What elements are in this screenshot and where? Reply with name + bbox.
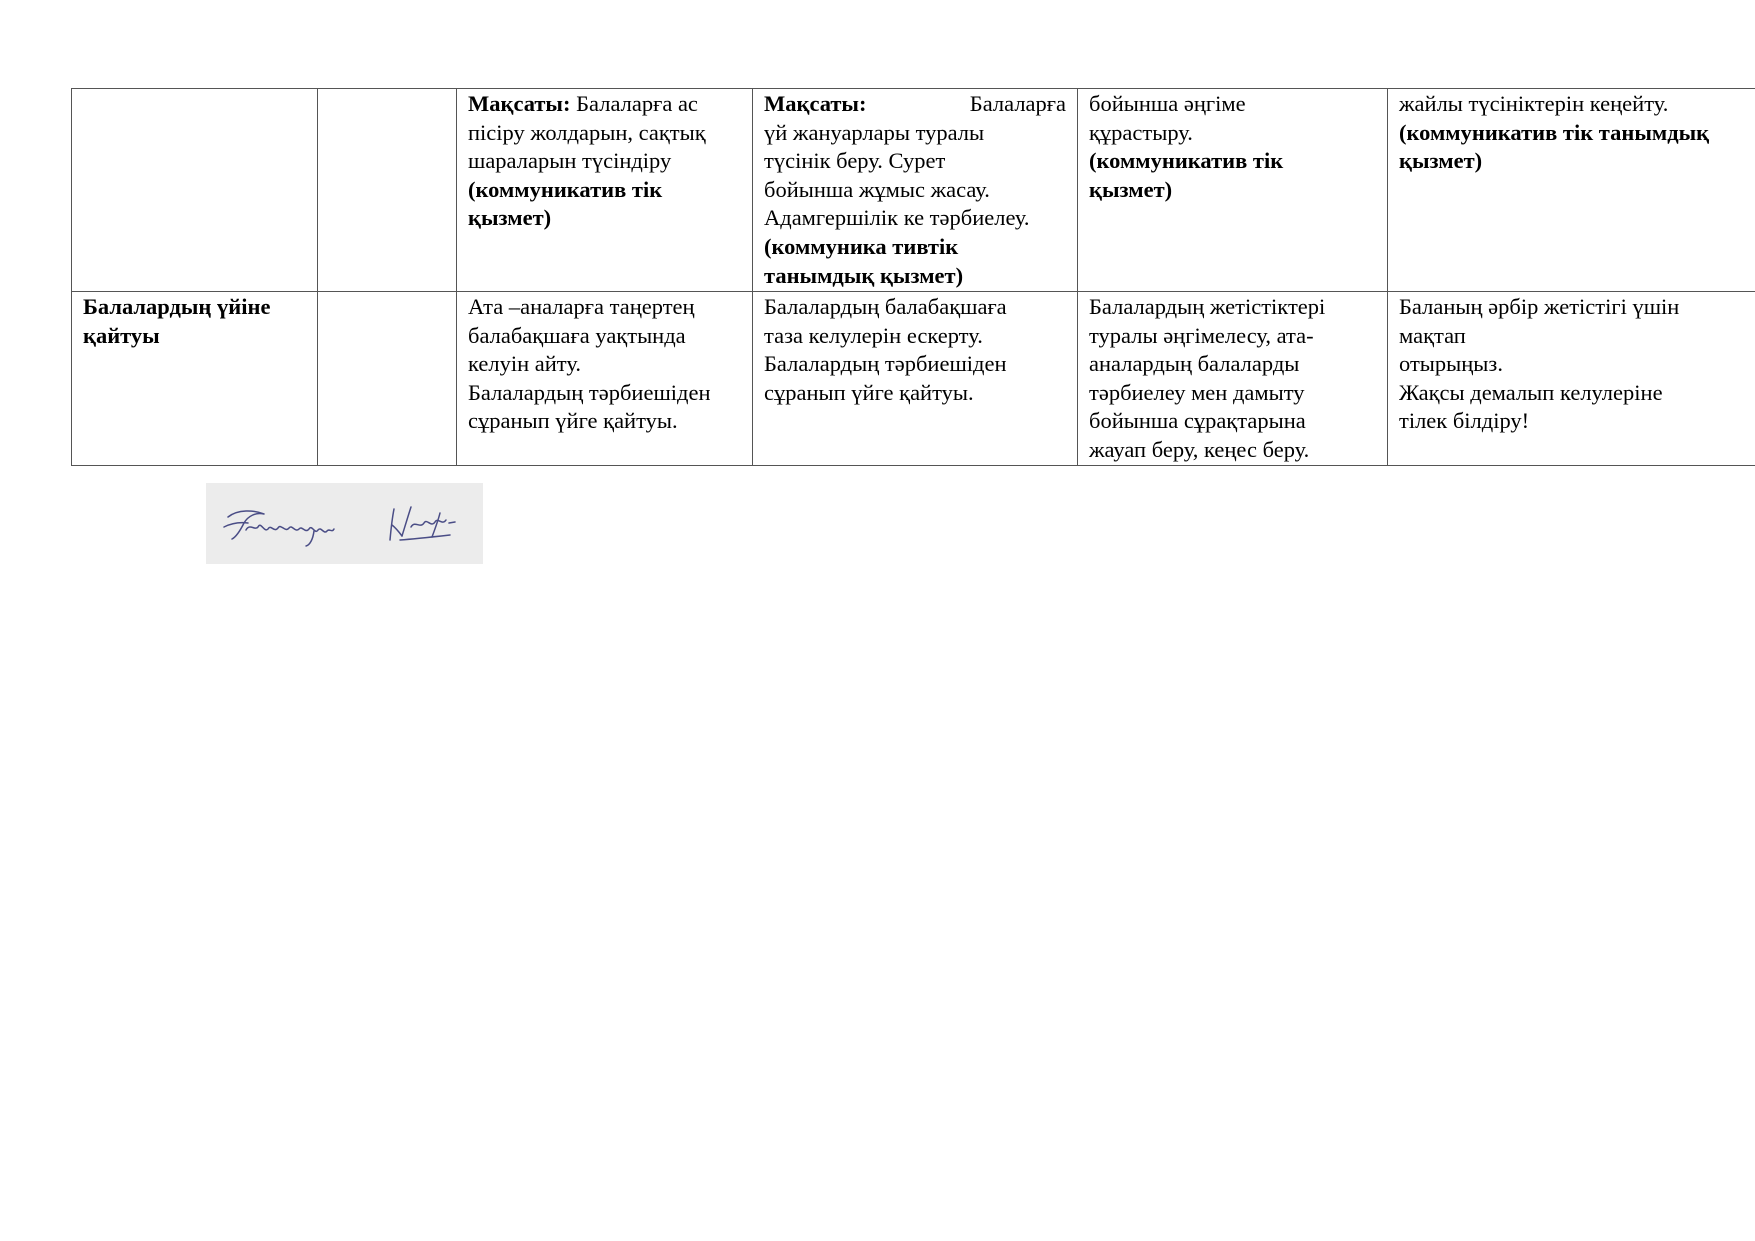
- table-cell: Мақсаты: Балаларға ас пісіру жолдарын, сақтық шараларын түсіндіру (коммуникатив тік қызмет): [457, 89, 753, 292]
- cell-text: туралы әңгімелесу, ата-: [1089, 322, 1314, 348]
- table-row: [72, 89, 1755, 292]
- cell-text: Ата –аналарға таңертең: [468, 294, 695, 319]
- table-cell-section-title: [72, 292, 318, 466]
- table-cell: [1078, 292, 1388, 466]
- handwritten-signature: [206, 483, 483, 564]
- cell-text: сұранып үйге қайтуы.: [468, 408, 678, 434]
- activity-type: қызмет): [468, 205, 552, 231]
- section-title: қайтуы: [83, 322, 160, 348]
- cell-text: балабақшаға уақтында: [468, 322, 686, 348]
- cell-text: жауап беру, кеңес беру.: [1089, 436, 1310, 462]
- activity-type: (коммуника тивтік: [764, 233, 959, 259]
- section-title: Балалардың үйіне: [83, 294, 271, 319]
- cell-text: сұранып үйге қайтуы.: [764, 379, 974, 405]
- cell-text: пісіру жолдарын, сақтық: [468, 119, 706, 145]
- cell-text: үй жануарлары туралы: [764, 119, 985, 145]
- activity-type: (коммуникатив тік танымдық: [1399, 119, 1710, 145]
- cell-text: Балалардың тәрбиешіден: [764, 351, 1007, 377]
- table-cell: [1078, 89, 1388, 292]
- cell-text: Балалардың жетістіктері: [1089, 294, 1326, 319]
- cell-text: тәрбиелеу мен дамыту: [1089, 379, 1305, 405]
- cell-text: құрастыру.: [1089, 119, 1193, 145]
- cell-text: аналардың балаларды: [1089, 351, 1300, 377]
- cell-text: Балалардың тәрбиешіден: [468, 379, 711, 405]
- table-cell: [1388, 89, 1755, 292]
- cell-text: бойынша сұрақтарына: [1089, 408, 1306, 434]
- cell-text: тілек білдіру!: [1399, 408, 1530, 434]
- table-row: [72, 292, 1755, 466]
- goal-label: Мақсаты:: [764, 91, 867, 116]
- cell-text: Баланың әрбір жетістігі үшін: [1399, 294, 1680, 319]
- cell-text: түсінік беру. Сурет: [764, 148, 946, 174]
- table-cell: [457, 292, 753, 466]
- activity-type: (коммуникатив тік: [468, 176, 663, 202]
- cell-text: шараларын түсіндіру: [468, 148, 672, 174]
- cell-text: бойынша жұмыс жасау.: [764, 176, 990, 202]
- activity-type: қызмет): [1399, 148, 1483, 174]
- cell-text: келуін айту.: [468, 351, 581, 377]
- cell-text: мақтап: [1399, 322, 1466, 348]
- table-cell: [753, 292, 1078, 466]
- cell-text: Адамгершілік ке тәрбиелеу.: [764, 205, 1030, 231]
- activity-type: (коммуникатив тік: [1089, 148, 1284, 174]
- cell-text: жайлы түсініктерін кеңейту.: [1399, 91, 1669, 116]
- table-cell: Мақсаты: Балаларға үй жануарлары туралы түсінік беру. Сурет бойынша жұмыс жасау. Адамгершілік ке тәрбиелеу. (коммуника тивтік танымдық қызмет): [753, 89, 1078, 292]
- table-cell-empty: [318, 89, 457, 292]
- table-cell-empty: [72, 89, 318, 292]
- activity-type: танымдық қызмет): [764, 262, 964, 288]
- goal-label: Мақсаты:: [468, 91, 571, 116]
- signature-image: [206, 483, 483, 564]
- cell-text: бойынша әңгіме: [1089, 91, 1246, 116]
- table-cell-empty: [318, 292, 457, 466]
- cell-text: Жақсы демалып келулеріне: [1399, 379, 1663, 405]
- table-cell: [1388, 292, 1755, 466]
- cell-text: Балалардың балабақшаға: [764, 294, 1007, 319]
- activity-type: қызмет): [1089, 176, 1173, 202]
- cell-text: отырыңыз.: [1399, 351, 1503, 377]
- plan-table: [71, 88, 1755, 466]
- cell-text: таза келулерін ескерту.: [764, 322, 983, 348]
